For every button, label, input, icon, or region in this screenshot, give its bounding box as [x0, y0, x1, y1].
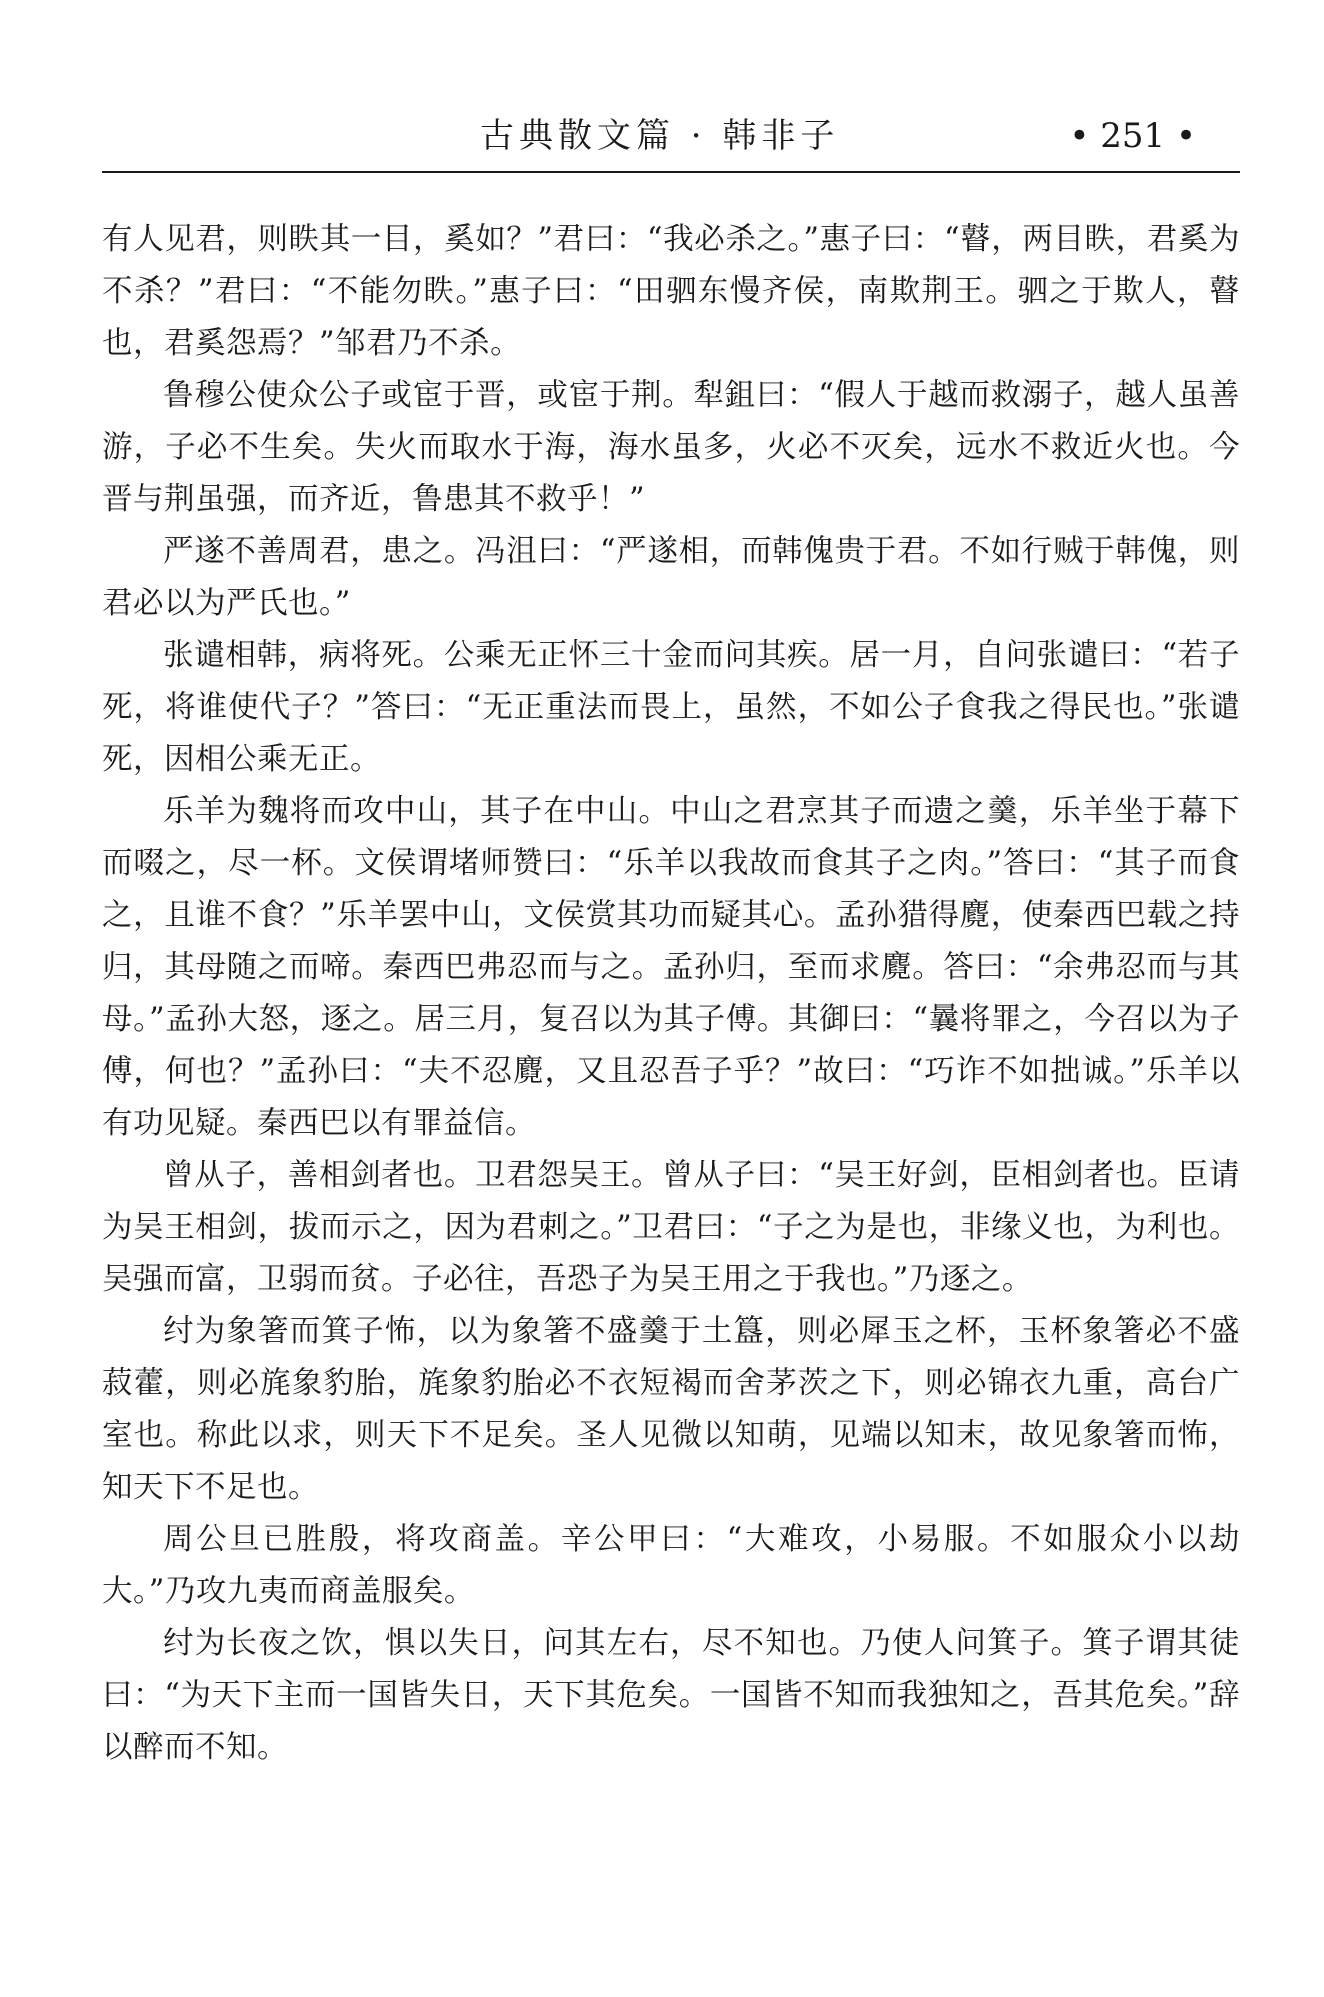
paragraph-9: 纣为长夜之饮，惧以失日，问其左右，尽不知也。乃使人问箕子。箕子谓其徒曰：“为天下主而一国皆失日，天下其危矣。一国皆不知而我独知之，吾其危矣。”辞以醉而不知。 — [102, 1626, 1240, 1765]
page-number: • 251 • — [1069, 116, 1196, 156]
paragraph-7: 纣为象箸而箕子怖，以为象箸不盛羹于土簋，则必犀玉之杯，玉杯象箸必不盛菽藿，则必旄象豹胎，旄象豹胎必不衣短褐而舍茅茨之下，则必锦衣九重，高台广室也。称此以求，则天下不足矣。圣人见微以知萌，见端以知末，故见象箸而怖，知天下不足也。 — [102, 1314, 1240, 1505]
running-header-title: 古典散文篇 · 韩非子 — [480, 116, 840, 156]
paragraph-3: 严遂不善周君，患之。冯沮曰：“严遂相，而韩傀贵于君。不如行贼于韩傀，则君必以为严氏也。” — [102, 534, 1240, 621]
paragraph-1: 有人见君，则眣其一目，奚如？”君曰：“我必杀之。”惠子曰：“瞽，两目眣，君奚为不杀？”君曰：“不能勿眣。”惠子曰：“田驷东慢齐侯，南欺荆王。驷之于欺人，瞽也，君奚怨焉？”邹君乃不杀。 — [102, 222, 1240, 361]
body-text — [102, 214, 1240, 1774]
header-rule — [102, 171, 1240, 173]
paragraph-5: 乐羊为魏将而攻中山，其子在中山。中山之君烹其子而遗之羹，乐羊坐于幕下而啜之，尽一杯。文侯谓堵师赞曰：“乐羊以我故而食其子之肉。”答曰：“其子而食之，且谁不食？”乐羊罢中山，文侯赏其功而疑其心。孟孙猎得麑，使秦西巴载之持归，其母随之而啼。秦西巴弗忍而与之。孟孙归，至而求麑。答曰：“余弗忍而与其母。”孟孙大怒，逐之。居三月，复召以为其子傅。其御曰：“曩将罪之，今召以为子傅，何也？”孟孙曰：“夫不忍麑，又且忍吾子乎？”故曰：“巧诈不如拙诚。”乐羊以有功见疑。秦西巴以有罪益信。 — [102, 794, 1240, 1141]
book-page — [102, 0, 1240, 1997]
paragraph-8: 周公旦已胜殷，将攻商盖。辛公甲曰：“大难攻，小易服。不如服众小以劫大。”乃攻九夷而商盖服矣。 — [102, 1522, 1240, 1609]
paragraph-6: 曾从子，善相剑者也。卫君怨吴王。曾从子曰：“吴王好剑，臣相剑者也。臣请为吴王相剑，拔而示之，因为君刺之。”卫君曰：“子之为是也，非缘义也，为利也。吴强而富，卫弱而贫。子必往，吾恐子为吴王用之于我也。”乃逐之。 — [102, 1158, 1240, 1297]
paragraph-2: 鲁穆公使众公子或宦于晋，或宦于荆。犁鉏曰：“假人于越而救溺子，越人虽善游，子必不生矣。失火而取水于海，海水虽多，火必不灭矣，远水不救近火也。今晋与荆虽强，而齐近，鲁患其不救乎！” — [102, 378, 1240, 517]
running-header — [102, 108, 1240, 164]
paragraph-4: 张谴相韩，病将死。公乘无正怀三十金而问其疾。居一月，自问张谴曰：“若子死，将谁使代子？”答曰：“无正重法而畏上，虽然，不如公子食我之得民也。”张谴死，因相公乘无正。 — [102, 638, 1240, 777]
